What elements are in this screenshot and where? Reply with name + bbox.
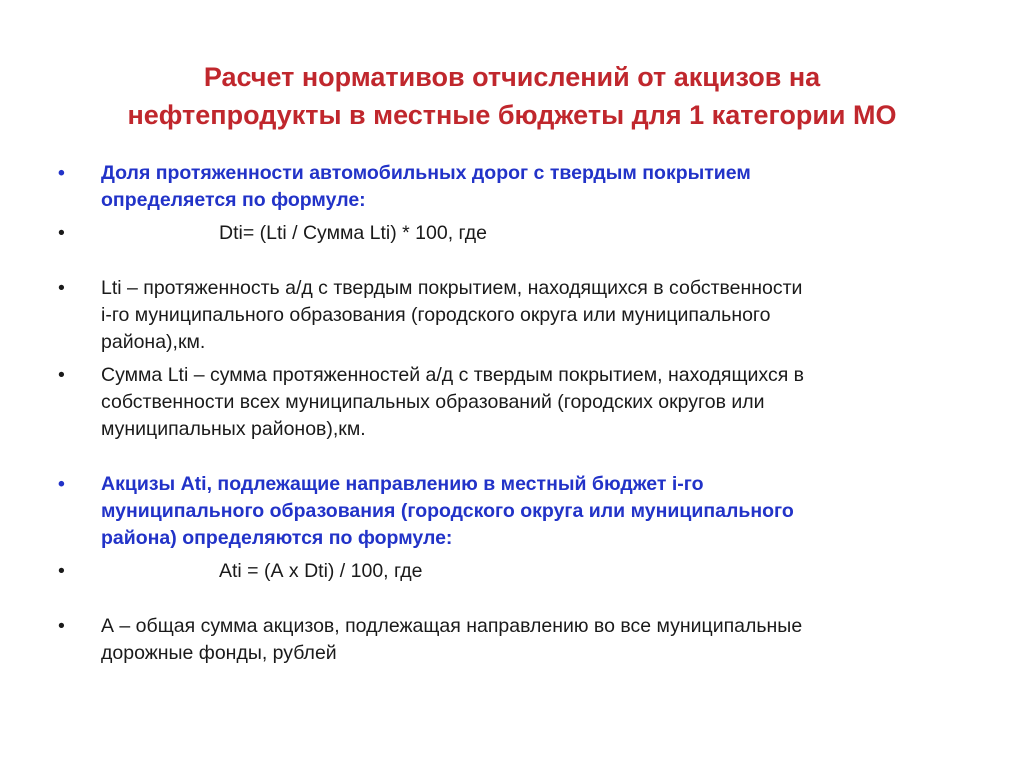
bullet-line: муниципального образования (городского округа или муниципального	[101, 500, 794, 522]
bullet-item-lti-definition	[58, 275, 968, 356]
bullet-item-ati-formula	[58, 558, 968, 585]
bullet-line: А – общая сумма акцизов, подлежащая направлению во все муниципальные	[101, 615, 803, 637]
bullet-item-ati-definition	[58, 471, 968, 552]
formula-ati: Ati = (А х Dti) / 100, где	[219, 560, 423, 582]
bullet-line: дорожные фонды, рублей	[101, 642, 337, 664]
bullet-item-road-share-definition	[58, 160, 968, 214]
bullet-line: района) определяются по формуле:	[101, 527, 453, 549]
bullet-list	[58, 160, 968, 667]
bullet-line: района),км.	[101, 331, 206, 353]
bullet-icon: •	[58, 364, 65, 386]
bullet-item-dti-formula	[58, 220, 968, 247]
bullet-icon: •	[58, 473, 65, 495]
slide-title-line-1: Расчет нормативов отчислений от акцизов на	[203, 62, 821, 92]
bullet-icon: •	[58, 222, 65, 244]
bullet-icon: •	[58, 277, 65, 299]
bullet-line: i-го муниципального образования (городского округа или муниципального	[101, 304, 771, 326]
bullet-icon: •	[58, 615, 65, 637]
bullet-item-a-definition	[58, 613, 968, 667]
bullet-line: Акцизы Ati, подлежащие направлению в местный бюджет i-го	[101, 473, 704, 495]
bullet-item-sum-lti-definition	[58, 362, 968, 443]
bullet-line: Доля протяженности автомобильных дорог с твердым покрытием	[101, 162, 751, 184]
formula-dti: Dti= (Lti / Сумма Lti) * 100, где	[219, 222, 488, 244]
slide-title-line-2: нефтепродукты в местные бюджеты для 1 категории МО	[127, 100, 897, 130]
bullet-icon: •	[58, 162, 65, 184]
bullet-icon: •	[58, 560, 65, 582]
slide-title	[40, 58, 984, 134]
bullet-line: собственности всех муниципальных образований (городских округов или	[101, 391, 765, 413]
bullet-line: Сумма Lti – сумма протяженностей а/д с твердым покрытием, находящихся в	[101, 364, 805, 386]
bullet-line: муниципальных районов),км.	[101, 418, 366, 440]
bullet-line: определяется по формуле:	[101, 189, 366, 211]
bullet-line: Lti – протяженность а/д с твердым покрытием, находящихся в собственности	[101, 277, 803, 299]
